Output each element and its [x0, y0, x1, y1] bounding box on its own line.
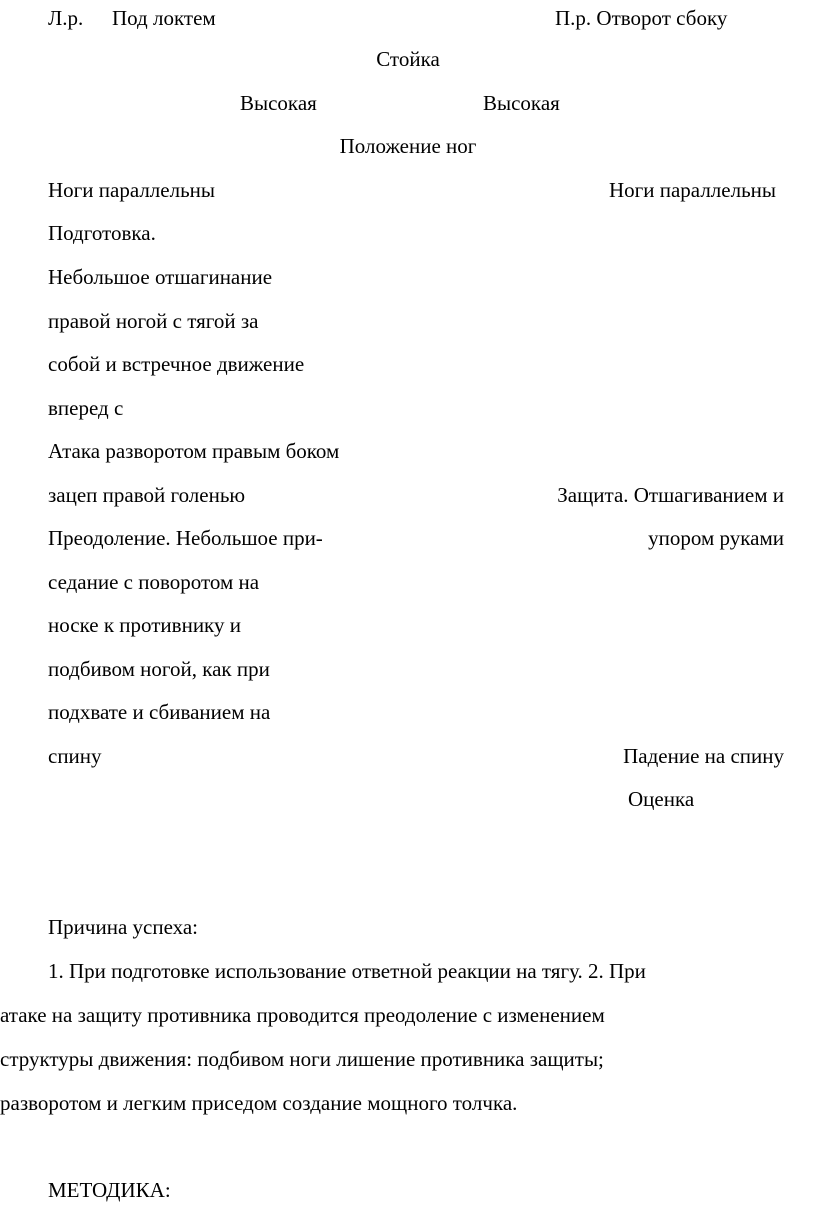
stance-right-value: Высокая [483, 91, 560, 115]
stance-heading: Стойка [376, 47, 440, 71]
left-column-line: Преодоление. Небольшое при- [48, 526, 323, 550]
feet-right-value: Ноги параллельны [608, 178, 776, 202]
left-column-line: носке к противнику и [48, 613, 241, 637]
success-heading: Причина успеха: [48, 915, 198, 939]
left-column-line: Подготовка. [48, 221, 156, 245]
left-column-line: правой ногой с тягой за [48, 309, 259, 333]
left-column-line: вперед с [48, 396, 124, 420]
success-paragraph-line: разворотом и легким приседом создание мощного толчка. [0, 1091, 518, 1115]
feet-position-heading: Положение ног [339, 134, 477, 158]
assessment-label: Оценка [628, 787, 695, 811]
left-column-line: спину [48, 744, 102, 768]
left-column-line: Атака разворотом правым боком [48, 439, 340, 463]
defense-line-1: Защита. Отшагиванием и [557, 483, 784, 507]
methodology-heading: МЕТОДИКА: [48, 1178, 171, 1202]
success-paragraph-line: 1. При подготовке использование ответной реакции на тягу. 2. При [48, 959, 646, 983]
left-grip-text: Под локтем [112, 6, 216, 30]
left-rank-label: Л.р. [48, 6, 84, 30]
success-paragraph-line: структуры движения: подбивом ноги лишение противника защиты; [0, 1047, 604, 1071]
fall-result: Падение на спину [623, 744, 784, 768]
right-grip-text: П.р. Отворот сбоку [555, 6, 728, 30]
feet-left-value: Ноги параллельны [48, 178, 216, 202]
left-column-line: подбивом ногой, как при [48, 657, 270, 681]
left-column-line: зацеп правой голенью [48, 483, 246, 507]
left-column-line: Небольшое отшагинание [48, 265, 273, 289]
defense-line-2: упором руками [648, 526, 784, 550]
left-column-line: седание с поворотом на [48, 570, 260, 594]
left-column-line: собой и встречное движение [48, 352, 305, 376]
success-paragraph-line: атаке на защиту противника проводится преодоление с изменением [0, 1003, 605, 1027]
left-column-line: подхвате и сбиванием на [48, 700, 271, 724]
stance-left-value: Высокая [240, 91, 317, 115]
